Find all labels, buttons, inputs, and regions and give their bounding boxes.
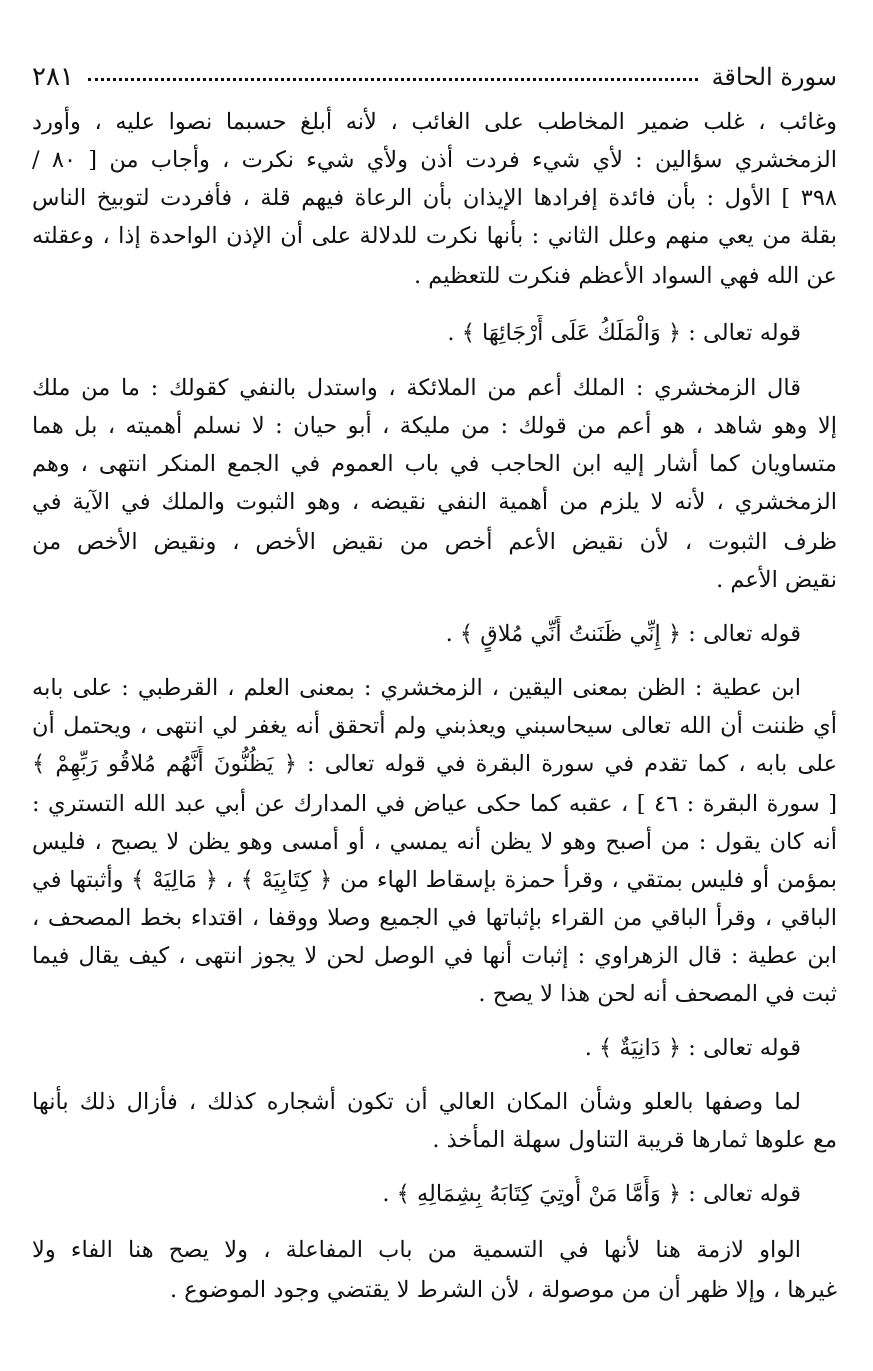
text-line: ٣٩٨ ] الأول : بأن فائدة إفرادها الإيذان بأن الرعاة فيهم قلة ، فأفردت لتوبيخ الناس bbox=[32, 185, 837, 211]
page-number: ٢٨١ bbox=[32, 62, 74, 92]
text-line: أي ظننت أن الله تعالى سيحاسبني ويعذبني ولم أتحقق أنه يغفر لي انتهى ، ويحتمل أن bbox=[32, 713, 837, 739]
text-line: ابن عطية : الظن بمعنى اليقين ، الزمخشري : بمعنى العلم ، القرطبي : على بابه bbox=[32, 675, 801, 701]
text-line: وغائب ، غلب ضمير المخاطب على الغائب ، لأنه أبلغ حسبما نصوا عليه ، وأورد bbox=[32, 109, 837, 135]
verse-heading: قوله تعالى : ﴿ وَالْمَلَكُ عَلَى أَرْجَائِهَا ﴾ . bbox=[447, 320, 801, 346]
text-line: الباقي ، وقرأ الباقي من القراء بإثباتها في الجميع وصلا ووقفا ، اقتداء بخط المصحف ، bbox=[32, 905, 837, 931]
text-line: لما وصفها بالعلو وشأن المكان العالي أن تكون أشجاره كذلك ، فأزال ذلك بأنها bbox=[32, 1089, 801, 1115]
text-line: بمؤمن أو فليس بمتقي ، وقرأ حمزة بإسقاط الهاء من ﴿ كِتَابِيَهْ ﴾ ، ﴿ مَالِيَهْ ﴾ وأثبتها في bbox=[32, 867, 837, 893]
text-line: ثبت في المصحف أنه لحن هذا لا يصح . bbox=[478, 981, 837, 1007]
text-line: الواو لازمة هنا لأنها في التسمية من باب المفاعلة ، ولا يصح هنا الفاء ولا bbox=[32, 1237, 801, 1263]
text-line: إلا وهو شاهد ، هو أعم من قولك : من مليكة ، أبو حيان : لا نسلم أهميته ، بل هما bbox=[32, 413, 837, 439]
text-line: عن الله فهي السواد الأعظم فنكرت للتعظيم . bbox=[413, 263, 837, 289]
text-line: ابن عطية : قال الزهراوي : إثبات أنها في الوصل لحن لا يجوز انتهى ، كيف يقال فيما bbox=[32, 943, 837, 969]
text-line: مع علوها ثمارها قريبة التناول سهلة المأخذ . bbox=[432, 1127, 837, 1153]
text-line: [ سورة البقرة : ٤٦ ] ، عقبه كما حكى عياض في المدارك عن أبي عبد الله التستري : bbox=[32, 791, 837, 817]
verse-heading: قوله تعالى : ﴿ وَأَمَّا مَنْ أُوتِيَ كِتَابَهُ بِشِمَالِهِ ﴾ . bbox=[382, 1181, 801, 1207]
text-line: نقيض الأعم . bbox=[716, 567, 837, 593]
header-dotted-leader bbox=[88, 78, 698, 81]
text-line: الزمخشري ، لأنه لا يلزم من أهمية النفي نقيضه ، وهو الثبوت والملك في الآية في bbox=[32, 489, 837, 515]
text-line: أنه كان يقول : من أصبح وهو لا يظن أنه يمسي ، أو أمسى وهو يظن لا يصبح ، فليس bbox=[32, 829, 837, 855]
text-line: بقلة من يعي منهم وعلل الثاني : بأنها نكرت للدلالة على أن الإذن الواحدة إذا ، وعقلته bbox=[32, 223, 837, 249]
text-line: ظرف الثبوت ، لأن نقيض الأعم أخص من نقيض الأخص ، ونقيض الأخص من bbox=[32, 529, 837, 555]
running-header bbox=[32, 60, 837, 94]
verse-heading: قوله تعالى : ﴿ إِنِّي ظَنَنتُ أَنِّي مُلاقٍ ﴾ . bbox=[445, 621, 801, 647]
text-line: غيرها ، وإلا ظهر أن من موصولة ، لأن الشرط لا يقتضي وجود الموضوع . bbox=[169, 1277, 837, 1303]
text-line: على بابه ، كما تقدم في سورة البقرة في قوله تعالى : ﴿ يَظُنُّونَ أَنَّهُم مُلاقُو رَبِّهِمْ ﴾ bbox=[32, 751, 837, 777]
text-line: متساويان كما أشار إليه ابن الحاجب في باب العموم في الجمع المنكر انتهى ، وهم bbox=[32, 451, 837, 477]
text-line: الزمخشري سؤالين : لأي شيء فردت أذن ولأي شيء نكرت ، وأجاب من [ ٨٠ / bbox=[32, 147, 837, 173]
surah-title: سورة الحاقة bbox=[711, 63, 837, 91]
verse-heading: قوله تعالى : ﴿ دَانِيَةٌ ﴾ . bbox=[584, 1035, 801, 1061]
text-line: قال الزمخشري : الملك أعم من الملائكة ، واستدل بالنفي كقولك : ما من ملك bbox=[32, 375, 801, 401]
